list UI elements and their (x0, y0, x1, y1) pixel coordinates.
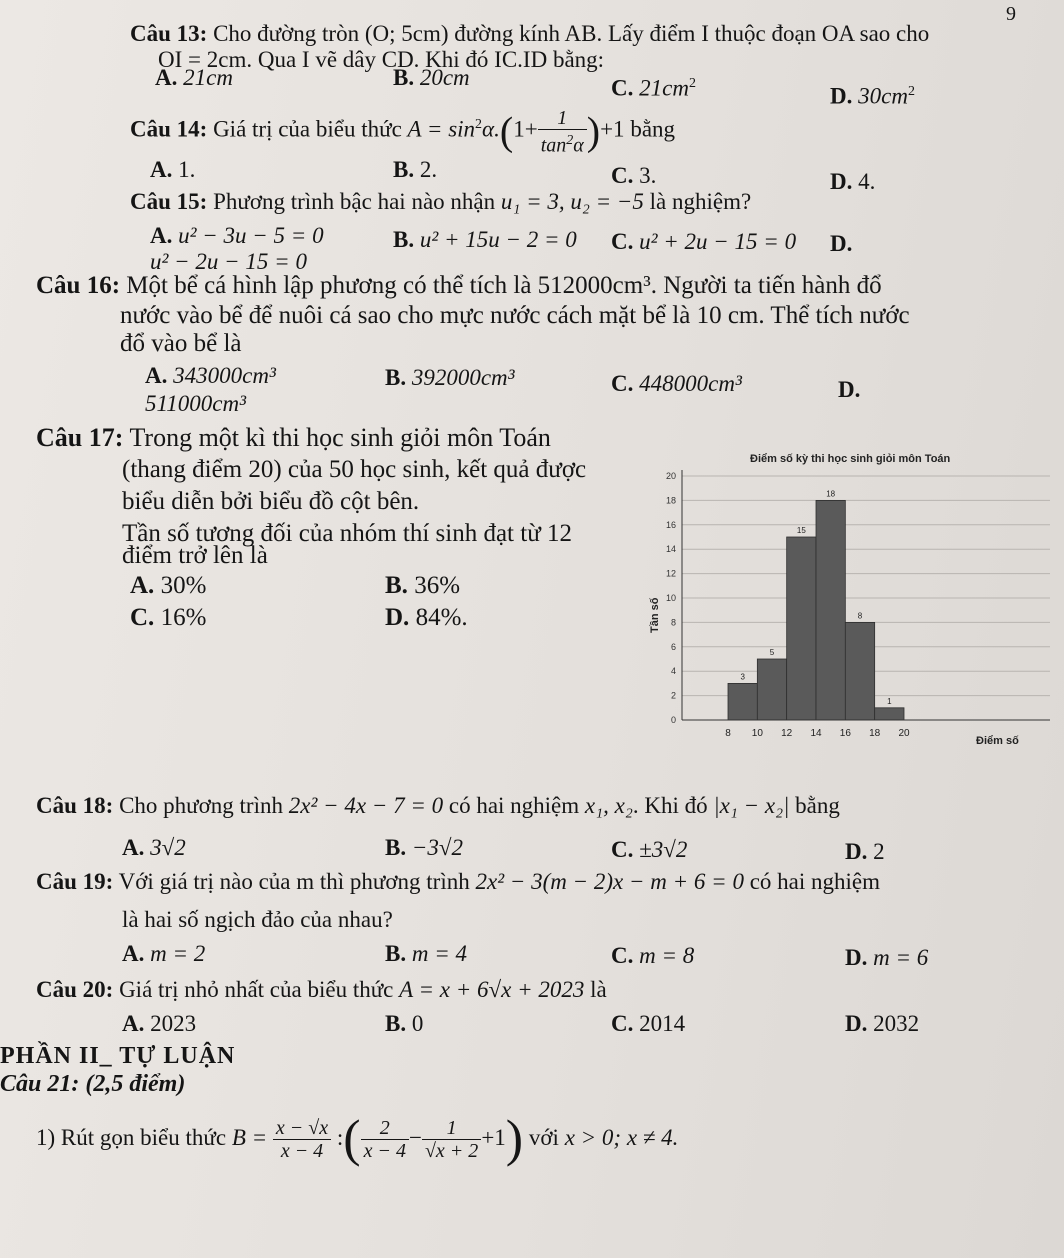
y-tick-label: 10 (665, 593, 676, 603)
bar-value-label: 1 (887, 696, 892, 706)
q13-option-a: A. 21cm (155, 65, 233, 90)
y-tick-label: 14 (665, 544, 676, 555)
q14-option-c: C. 3. (611, 163, 657, 188)
q17-text2: (thang điểm 20) của 50 học sinh, kết quả được (122, 456, 587, 483)
q15-option-d-value: u² − 2u − 15 = 0 (150, 249, 307, 274)
q17-option-b: B. 36% (385, 572, 461, 599)
q19-option-d: D. m = 6 (845, 945, 929, 970)
part2-title: PHẦN II_ TỰ LUẬN (0, 1043, 236, 1069)
q14-fraction: $\frac{1}{\tan^2\alpha}$ (538, 107, 587, 157)
x-tick-label: 8 (725, 728, 731, 739)
page-number: 9 (1006, 3, 1016, 25)
q14-label: Câu 14: (130, 116, 208, 142)
q20-label: Câu 20: (36, 977, 114, 1002)
bar-value-label: 5 (769, 648, 775, 657)
q21-points: (2,5 điểm) (85, 1071, 186, 1097)
x-tick-label: 10 (751, 728, 763, 739)
chart-y-label: Tần số (649, 597, 661, 633)
y-tick-label: 12 (665, 568, 676, 579)
x-tick-label: 16 (839, 728, 851, 739)
q17-option-c: C. 16% (130, 604, 207, 631)
q18-option-c: C. ±3√2 (611, 837, 688, 862)
x-tick-label: 14 (810, 728, 822, 739)
q21-fraction-3: $\frac{1}{√x + 2}$ (422, 1117, 481, 1162)
q19-label: Câu 19: (36, 869, 114, 894)
y-tick-label: 16 (665, 519, 676, 530)
q16-option-d-label: D. (838, 377, 861, 402)
q19-option-b: B. m = 4 (385, 941, 467, 966)
y-tick-label: 2 (670, 690, 676, 701)
q19-option-a: A. m = 2 (122, 941, 206, 966)
q17-text3: biểu diễn bởi biểu đồ cột bên. (122, 488, 420, 515)
q16-label: Câu 16: (36, 272, 121, 299)
histogram-bar (728, 683, 757, 720)
bar-value-label: 8 (857, 611, 863, 621)
q21-fraction-2: $\frac{2}{x - 4}$ (361, 1117, 409, 1162)
q19-option-c: C. m = 8 (611, 943, 695, 968)
q17-line1: Câu 17: Trong một kì thi học sinh giỏi môn Toán (36, 423, 551, 452)
q16-text2: nước vào bể để nuôi cá sao cho mực nước cách mặt bể là 10 cm. Thể tích nước (120, 302, 910, 329)
q13-label: Câu 13: (130, 21, 208, 46)
q17-label: Câu 17: (36, 423, 124, 452)
chart-x-label: Điểm số (976, 735, 1019, 747)
y-tick-label: 4 (670, 666, 676, 677)
q18-line: Câu 18: Cho phương trình 2x² − 4x − 7 = 0 có hai nghiệm x₁, x₂. Khi đó |x₁ − x₂| bằng (36, 793, 840, 818)
q21-fraction-1: $\frac{x - √x}{x - 4}$ (273, 1117, 331, 1162)
q16-option-b: B. 392000cm³ (385, 365, 515, 390)
q13-option-d: D. $30cm^2$ (830, 83, 915, 109)
q20-line: Câu 20: Giá trị nhỏ nhất của biểu thức A = x + 6√x + 2023 là (36, 977, 607, 1002)
q18-option-a: A. 3√2 (122, 835, 186, 860)
q13-text2: OI = 2cm. Qua I vẽ dây CD. Khi đó IC.ID bằng: (158, 47, 605, 72)
q13-text1: Cho đường tròn (O; 5cm) đường kính AB. Lấy điểm I thuộc đoạn OA sao cho (213, 21, 930, 46)
histogram-bar (816, 500, 845, 720)
q15-option-b: B. u² + 15u − 2 = 0 (393, 227, 577, 252)
q19-line1: Câu 19: Với giá trị nào của m thì phương trình 2x² − 3(m − 2)x − m + 6 = 0 có hai nghiệm (36, 869, 880, 894)
q21-label: Câu 21: (0, 1071, 80, 1097)
x-tick-label: 18 (869, 728, 881, 739)
q20-option-a: A. 2023 (122, 1011, 197, 1036)
chart-bars (728, 489, 904, 720)
q16-text3: đổ vào bể là (120, 330, 242, 357)
bar-value-label: 18 (826, 489, 836, 499)
histogram-svg (640, 448, 1060, 778)
q17-option-d: D. 84%. (385, 604, 468, 631)
q13-option-c: C. $21cm^2$ (611, 75, 696, 101)
q16-option-a: A. 343000cm³ (145, 363, 276, 388)
q15-line: Câu 15: Phương trình bậc hai nào nhận u₁ = 3, u₂ = −5 là nghiệm? (130, 189, 752, 214)
bar-value-label: 15 (796, 526, 806, 535)
y-tick-label: 0 (670, 715, 676, 725)
q14-option-b: B. 2. (393, 157, 438, 182)
q20-option-c: C. 2014 (611, 1011, 686, 1036)
histogram-bar (875, 708, 904, 720)
x-tick-label: 20 (898, 728, 910, 739)
bar-value-label: 3 (740, 672, 745, 682)
y-tick-label: 20 (665, 471, 676, 481)
y-tick-label: 6 (670, 641, 676, 652)
histogram-bar (787, 537, 816, 720)
histogram-bar (845, 622, 874, 720)
q17-text4: Tần số tương đối của nhóm thí sinh đạt từ 12 (122, 520, 572, 547)
q14-option-a: A. 1. (150, 157, 196, 182)
q15-label: Câu 15: (130, 189, 208, 214)
y-tick-label: 8 (670, 617, 676, 628)
q14-line: Câu 14: Giá trị của biểu thức $A = \sin^2\alpha.(1+$ $\frac{1}{\tan^2\alpha}$ )+1 bằng (130, 106, 676, 157)
histogram-bar (757, 659, 786, 720)
q18-option-d: D. 2 (845, 839, 885, 864)
q16-option-d-value: 511000cm³ (145, 391, 247, 416)
q13-line1 (130, 20, 929, 48)
score-histogram (640, 448, 1060, 778)
q15-option-a: A. u² − 3u − 5 = 0 (150, 223, 324, 248)
q19-text3: là hai số ngịch đảo của nhau? (122, 907, 393, 932)
q20-option-b: B. 0 (385, 1011, 424, 1036)
q17-option-a: A. 30% (130, 572, 207, 599)
q17-text5: điểm trở lên là (122, 542, 268, 569)
q18-label: Câu 18: (36, 793, 114, 818)
q16-line1: Câu 16: Một bể cá hình lập phương có thể tích là 512000cm³. Người ta tiến hành đổ (36, 272, 882, 299)
q20-option-d: D. 2032 (845, 1011, 920, 1036)
q15-option-d-label: D. (830, 231, 853, 256)
q15-option-c: C. u² + 2u − 15 = 0 (611, 229, 797, 254)
q13-option-b: B. 20cm (393, 65, 470, 90)
q21-header (0, 1070, 185, 1098)
chart-title: Điểm số kỳ thi học sinh giỏi môn Toán (750, 453, 951, 465)
q14-option-d: D. 4. (830, 169, 876, 194)
q18-option-b: B. −3√2 (385, 835, 463, 860)
y-tick-label: 18 (665, 495, 676, 506)
x-tick-label: 12 (781, 728, 793, 739)
q16-option-c: C. 448000cm³ (611, 371, 742, 396)
q21-item1: 1) Rút gọn biểu thức B = $\frac{x - √x}{x - 4}$ :( $\frac{2}{x - 4}$ − $\frac{1}{√x + 2}$ +1) với x > 0; x ≠ 4. (36, 1110, 679, 1168)
